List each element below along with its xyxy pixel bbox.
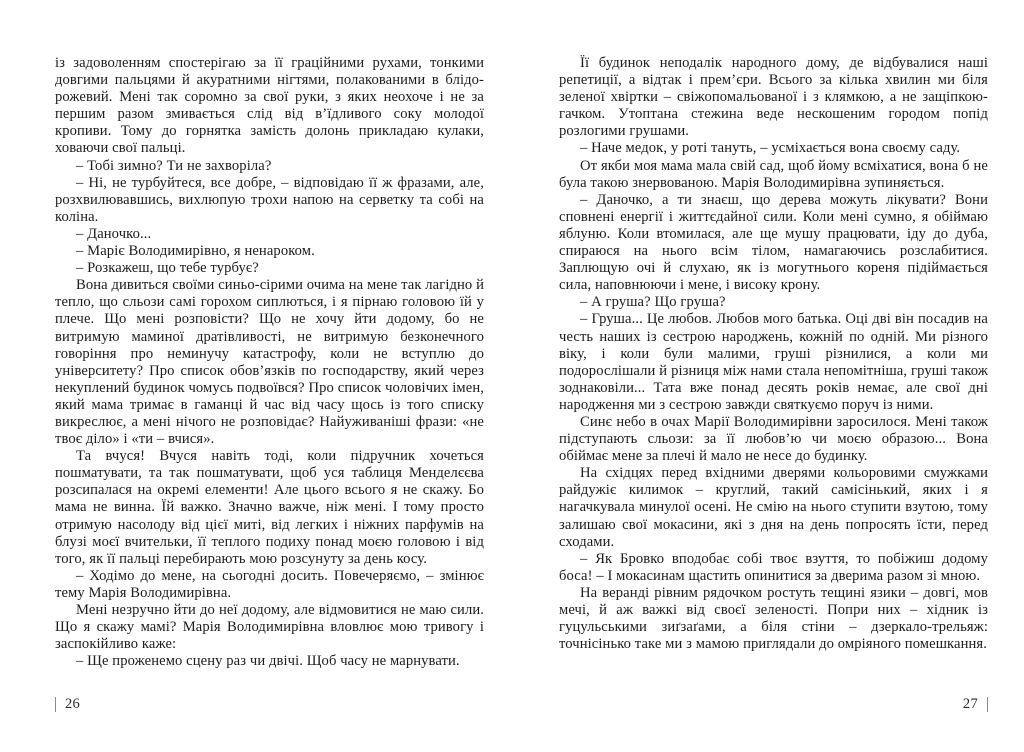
paragraph: – Розкажеш, що тебе турбує? bbox=[76, 260, 259, 277]
folio-left bbox=[55, 696, 80, 713]
paragraph: Синє небо в очах Марії Володимирівни заросилося. Мені також підступають сльози: за її любов’ю чи моєю образою... Вона обіймає мене за плечі й мало не несе до будинку. bbox=[559, 413, 988, 465]
paragraph: На східцях перед вхідними дверями кольоровими смужками райдужіє килимок – круглий, такий самісінький, яких і я нагачкувала минулої осені. Не смію на нього ступити взутою, тому залишаю свої мокасини, які з дня на день попросять їсти, перед сходами. bbox=[559, 465, 988, 550]
page-number-divider bbox=[55, 697, 56, 712]
paragraph: – Наче медок, у роті тануть, – усміхається вона своєму саду. bbox=[580, 140, 961, 157]
footer-right bbox=[559, 696, 988, 713]
paragraph: – Ще проженемо сцену раз чи двічі. Щоб часу не марнувати. bbox=[76, 653, 460, 670]
page-left bbox=[55, 55, 484, 680]
paragraph: Її будинок неподалік народного дому, де відбувалися наші репетиції, а відтак і прем’єри. Всього за кілька хвилин ми біля зеленої хвіртки – свіжопомальованої і з клямкою, а не защіпкою-гачком. Утоптана стежина веде нескошеним городом попід розлогими грушами. bbox=[559, 55, 988, 140]
folio-right bbox=[963, 696, 988, 713]
paragraph: – Як Бровко вподобає собі твоє взуття, то побіжиш додому боса! – І мокасинам щастить опинитися за дверима разом зі мною. bbox=[559, 550, 988, 584]
paragraph: От якби моя мама мала свій сад, щоб йому всміхатися, вона б не була такою знервованою. Марія Володимирівна зупиняється. bbox=[559, 157, 988, 191]
paragraph: – Ходімо до мене, на сьогодні досить. Повечеряємо, – змінює тему Марія Володимирівна. bbox=[55, 567, 484, 601]
page-number-divider bbox=[987, 697, 988, 712]
paragraph: – А груша? Що груша? bbox=[580, 294, 726, 311]
paragraph: Вона дивиться своїми синьо-сірими очима на мене так лагідно й тепло, що сльози самі горохом сиплються, і я пірнаю головою їй у плече. Що мені розповісти? Що не хочу йти додому, бо не витримую маминої дратівливості, не витримую безконечного говоріння про неминучу катастрофу, коли не вступлю до університету? Про список обов’язків по господарству, який через некуплений будинок чомусь подвоївся? Про список чоловічих імен, який мама тримає в гаманці й час від часу щось із того списку викреслює, а мені нічого не розповідає? Найуживаніші фрази: «не твоє діло» і «ти – вчися». bbox=[55, 277, 484, 448]
paragraph: – Даночко... bbox=[76, 225, 152, 242]
paragraph: Та вчуся! Вчуся навіть тоді, коли підручник хочеться пошматувати, та так пошматувати, щоб уся таблиця Менделєєва розсипалася на окремі елементи! Але цього всього я не скажу. Бо мама не винна. Їй важко. Значно важче, ніж мені. І тому просто отримую насолоду від цієї миті, від легких і ніжних парфумів на блузі моєї вчительки, її теплого подиху понад моєю головою і від того, як її пальці перебирають мою розсунуту за день косу. bbox=[55, 448, 484, 567]
paragraph: – Маріє Володимирівно, я ненароком. bbox=[76, 243, 315, 260]
page-right-text bbox=[559, 55, 988, 653]
page-left-text bbox=[55, 55, 484, 670]
paragraph: – Груша... Це любов. Любов мого батька. Оці дві він посадив на честь наших із сестрою народжень, кожній по одній. Ми різного віку, і коли були малими, груші різнилися, а коли ми подорослішали й різниця між нами стала непомітніша, груші також зоднаковіли... Тата вже понад десять років немає, але свої дні народження ми з сестрою завжди святкуємо поруч із ними. bbox=[559, 311, 988, 413]
paragraph: із задоволенням спостерігаю за її граційними рухами, тонкими довгими пальцями й акуратними нігтями, полакованими в блідо-рожевий. Мені так соромно за свої руки, з яких неохоче і не за першим разом змивається слід від в’їдливого соку молодої кропиви. Тому до горнятка замість долонь прикладаю кулаки, ховаючи свої пальці. bbox=[55, 55, 484, 157]
paragraph: Мені незручно йти до неї додому, але відмовитися не маю сили. Що я скажу мамі? Марія Володимирівна вловлює мою тривогу і заспокійливо каже: bbox=[55, 602, 484, 653]
paragraph: – Ні, не турбуйтеся, все добре, – відповідаю її ж фразами, але, розхвилювавшись, вихлюпую трохи напою на серветку та собі на коліна. bbox=[55, 174, 484, 225]
paragraph: – Даночко, а ти знаєш, що дерева можуть лікувати? Вони сповнені енергії і життєдайної сили. Коли мені сумно, я обіймаю яблуню. Коли втомилася, але ще мушу працювати, іду до дуба, спираюся на нього всім тілом, намагаючись розслабитися. Заплющую очі й слухаю, як із могутнього кореня підіймається сила, наповнюючи і мене, і високу крону. bbox=[559, 191, 988, 294]
footer-left bbox=[55, 696, 484, 717]
paragraph: – Тобі зимно? Ти не захворіла? bbox=[76, 157, 272, 174]
page-number-left: 26 bbox=[65, 696, 81, 712]
paragraph: На веранді рівним рядочком ростуть тещині язики – довгі, мов мечі, й аж важкі від своєї зеленості. Попри них – хідник із гуцульськими зиґзаґами, а біля стіни – дзеркало-трельяж: точнісінько таке ми з мамою приглядали до омріяного помешкання. bbox=[559, 584, 988, 653]
page-number-right: 27 bbox=[962, 696, 978, 712]
page-right bbox=[559, 55, 988, 680]
